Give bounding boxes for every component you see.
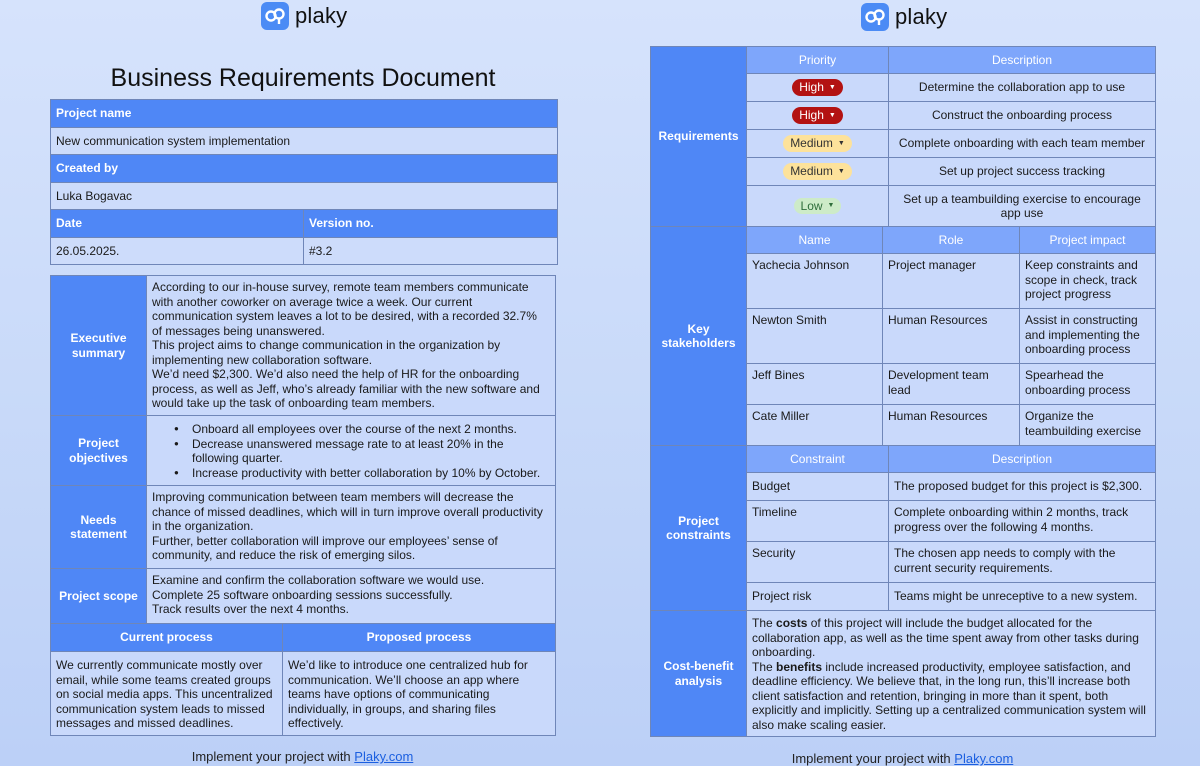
project-name-label: Project name — [51, 100, 558, 128]
constraint-description: The chosen app needs to comply with the current security requirements. — [889, 542, 1156, 583]
stakeholder-name: Cate Miller — [747, 405, 883, 446]
requirement-description: Complete onboarding with each team member — [889, 130, 1156, 158]
priority-label: High — [799, 108, 824, 123]
priority-label: Medium — [790, 136, 833, 151]
scope-line: Examine and confirm the collaboration software we would use. — [152, 573, 485, 587]
impact-header: Project impact — [1020, 227, 1156, 254]
stakeholder-impact: Spearhead the onboarding process — [1020, 364, 1156, 405]
constraint-description: Complete onboarding within 2 months, track progress over the following 4 months. — [889, 501, 1156, 542]
plaky-link[interactable]: Plaky.com — [354, 749, 414, 764]
priority-pill-medium[interactable] — [783, 163, 852, 180]
objectives-list — [152, 422, 550, 480]
requirement-description: Determine the collaboration app to use — [889, 74, 1156, 102]
document-title: Business Requirements Document — [110, 64, 496, 92]
created-by-value: Luka Bogavac — [51, 182, 558, 210]
stakeholder-name: Yachecia Johnson — [747, 254, 883, 309]
dropdown-caret-icon: ▼ — [828, 83, 836, 91]
proposed-process-text: We’d like to introduce one centralized hub for communication. We’ll choose an app where teams have options of communicating individually, in groups, and sharing files effectively. — [283, 652, 556, 736]
priority-label: Medium — [790, 164, 833, 179]
date-label: Date — [51, 210, 304, 238]
key-stakeholders-label: Key stakeholders — [651, 227, 747, 446]
cost-benefit-text — [747, 611, 1156, 737]
stakeholder-role: Development team lead — [883, 364, 1020, 405]
project-scope-label: Project scope — [51, 569, 147, 624]
priority-pill-high[interactable] — [792, 107, 843, 124]
scope-line: Track results over the next 4 months. — [152, 602, 349, 616]
objective-item: ● Onboard all employees over the course of the next 2 months. — [174, 422, 550, 437]
constraint-name: Security — [747, 542, 889, 583]
constraint-description: Teams might be unreceptive to a new system. — [889, 583, 1156, 611]
stakeholder-impact: Assist in constructing and implementing the onboarding process — [1020, 309, 1156, 364]
needs-paragraph: Improving communication between team members will decrease the chance of missed deadlines, which will in turn improve overall productivity in the organization. — [152, 490, 543, 533]
dropdown-caret-icon: ▼ — [837, 139, 845, 147]
needs-statement-text — [147, 486, 556, 569]
version-value: #3.2 — [304, 237, 558, 265]
constraint-description-header: Description — [889, 446, 1156, 473]
created-by-label: Created by — [51, 155, 558, 183]
requirement-description: Set up a teambuilding exercise to encourage app use — [889, 186, 1156, 227]
plaky-logo-icon — [861, 3, 889, 31]
needs-statement-label: Needs statement — [51, 486, 147, 569]
left-footer — [50, 749, 555, 764]
priority-header: Priority — [747, 47, 889, 74]
cost-benefit-label: Cost-benefit analysis — [651, 611, 747, 737]
plaky-link[interactable]: Plaky.com — [954, 751, 1014, 766]
dropdown-caret-icon: ▼ — [828, 111, 836, 119]
costs-paragraph — [752, 616, 1150, 660]
role-header: Role — [883, 227, 1020, 254]
needs-paragraph: Further, better collaboration will improve our employees’ sense of community, and reduce the risk of emerging silos. — [152, 533, 498, 562]
description-header: Description — [889, 47, 1156, 74]
benefits-paragraph — [752, 660, 1150, 733]
stakeholder-role: Project manager — [883, 254, 1020, 309]
constraint-header: Constraint — [747, 446, 889, 473]
priority-pill-high[interactable] — [792, 79, 843, 96]
project-objectives-list-cell — [147, 416, 556, 486]
name-header: Name — [747, 227, 883, 254]
dropdown-caret-icon: ▼ — [837, 167, 845, 175]
priority-cell — [747, 102, 889, 130]
version-label: Version no. — [304, 210, 558, 238]
costs-emphasis: costs — [776, 616, 808, 630]
text-fragment: The — [752, 659, 777, 674]
stakeholder-impact: Organize the teambuilding exercise — [1020, 405, 1156, 446]
plaky-logo-icon — [261, 2, 289, 30]
footer-text: Implement your project with — [191, 749, 355, 764]
stakeholder-impact: Keep constraints and scope in check, track project progress — [1020, 254, 1156, 309]
constraint-description: The proposed budget for this project is $2,300. — [889, 473, 1156, 501]
project-info-table — [50, 99, 558, 265]
summary-paragraph: This project aims to change communication in the organization by implementing new collaboration software. — [152, 338, 501, 367]
text-fragment: The — [752, 616, 777, 630]
right-page — [610, 0, 1200, 766]
summary-paragraph: We’d need $2,300. We’d also need the help of HR for the onboarding process, as well as Jeff, who’s already familiar with the new software and would take up the task of onboarding team members. — [152, 367, 540, 410]
priority-pill-medium[interactable] — [783, 135, 852, 152]
current-process-header: Current process — [51, 624, 283, 652]
brand-name: plaky — [295, 3, 348, 28]
objective-item: ● Decrease unanswered message rate to at least 20% in the following quarter. — [174, 437, 550, 466]
constraint-name: Budget — [747, 473, 889, 501]
priority-label: Low — [800, 198, 823, 213]
priority-cell — [747, 130, 889, 158]
constraint-name: Project risk — [747, 583, 889, 611]
dropdown-caret-icon: ▼ — [827, 202, 835, 210]
right-sections-table — [650, 46, 1156, 737]
proposed-process-header: Proposed process — [283, 624, 556, 652]
project-name-value: New communication system implementation — [51, 127, 558, 155]
stakeholder-role: Human Resources — [883, 309, 1020, 364]
text-fragment: of this project will include the budget allocated for the collaboration app, as well as the time spent away from other tasks during onboarding. — [752, 616, 1139, 659]
plaky-logo — [261, 2, 347, 30]
project-objectives-label: Project objectives — [51, 416, 147, 486]
summary-paragraph: According to our in-house survey, remote team members communicate with another coworker on average twice a week. Our current communication system leaves a lot to be desired, with a recorded 32.7% of messages being unanswered. — [152, 280, 537, 338]
objective-item: ● Increase productivity with better collaboration by 10% by October. — [174, 466, 550, 481]
priority-cell — [747, 158, 889, 186]
current-process-text: We currently communicate mostly over email, while some teams created groups on social media apps. This uncentralized communication system leads to missed messages and missed deadlines. — [51, 652, 283, 736]
scope-line: Complete 25 software onboarding sessions successfully. — [152, 587, 453, 602]
executive-summary-label: Executive summary — [51, 276, 147, 416]
priority-cell — [747, 186, 889, 227]
stakeholder-role: Human Resources — [883, 405, 1020, 446]
priority-label: High — [799, 80, 824, 95]
constraint-name: Timeline — [747, 501, 889, 542]
requirement-description: Construct the onboarding process — [889, 102, 1156, 130]
project-scope-text — [147, 569, 556, 624]
brand-name: plaky — [895, 4, 948, 29]
requirement-description: Set up project success tracking — [889, 158, 1156, 186]
priority-cell — [747, 74, 889, 102]
plaky-logo — [861, 3, 947, 31]
footer-text: Implement your project with — [791, 751, 955, 766]
priority-pill-low[interactable] — [794, 198, 842, 215]
stakeholder-name: Newton Smith — [747, 309, 883, 364]
executive-summary-text — [147, 276, 556, 416]
date-value: 26.05.2025. — [51, 237, 304, 265]
text-fragment: include increased productivity, employee satisfaction, and deadline efficiency. We believe that, in the long run, this’ll increase both client satisfaction and retention, bringing in more than it spent, both explicitly and implicitly. Setting up a centralized communication system will also make scaling easier. — [752, 659, 1146, 732]
benefits-emphasis: benefits — [776, 659, 823, 674]
project-constraints-label: Project constraints — [651, 446, 747, 611]
sections-table — [50, 275, 556, 736]
right-footer — [650, 751, 1155, 766]
requirements-label: Requirements — [651, 47, 747, 227]
stakeholder-name: Jeff Bines — [747, 364, 883, 405]
